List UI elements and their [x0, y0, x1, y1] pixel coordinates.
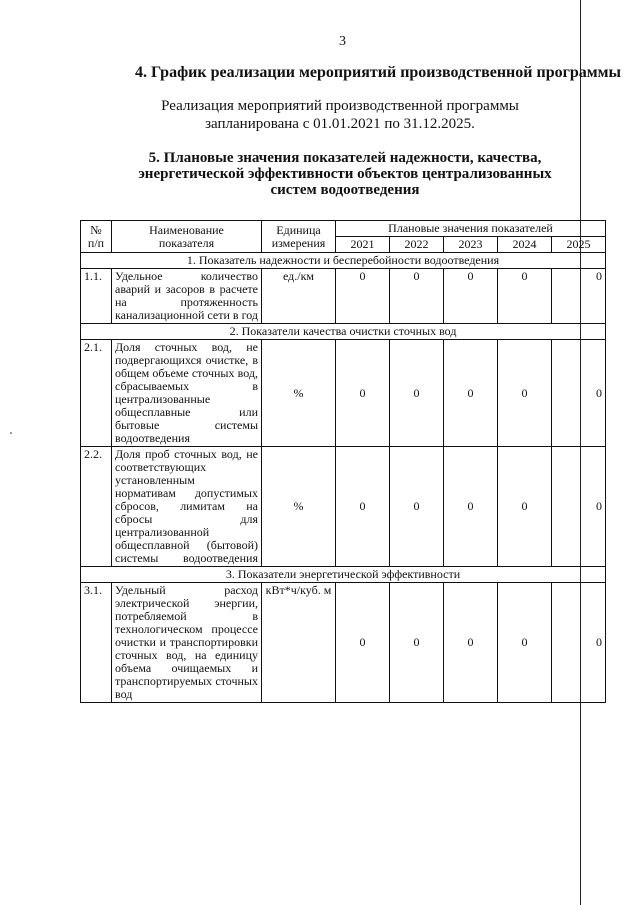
implementation-text-line-2: запланирована с 01.01.2021 по 31.12.2025.: [205, 116, 475, 132]
row-value: 0: [444, 340, 498, 447]
implementation-period-text: [0, 97, 640, 133]
row-number: 2.1.: [81, 340, 112, 447]
header-name-line-1: Наименование: [149, 222, 224, 237]
row-value: 0: [336, 583, 390, 703]
row-value: 0: [498, 269, 552, 324]
header-unit-line-1: Единица: [276, 222, 321, 237]
implementation-text-line-1: Реализация мероприятий производственной программы: [161, 98, 519, 114]
row-value: 0: [444, 447, 498, 567]
section-title: 2. Показатели качества очистки сточных вод: [81, 324, 606, 340]
row-value: 0: [390, 447, 444, 567]
header-number: [81, 221, 112, 253]
section-5-title-line-1: 5. Плановые значения показателей надежности, качества,: [148, 150, 542, 166]
section-row: [81, 253, 606, 269]
row-value: 0: [336, 447, 390, 567]
row-value: 0: [498, 583, 552, 703]
row-unit: кВт*ч/куб. м: [262, 583, 336, 703]
row-value: 0: [498, 340, 552, 447]
header-year: 2021: [336, 237, 390, 253]
table-row: [81, 340, 606, 447]
table-row: [81, 583, 606, 703]
page-number: 3: [339, 34, 346, 49]
header-number-line-2: п/п: [87, 235, 105, 250]
row-indicator-name: Доля проб сточных вод, не соответствующих установленным нормативам допустимых сбросов, лимитам на сбросы для централизованной общесплавной (бытовой) системы водоотведения: [112, 447, 262, 567]
row-value: 0: [552, 340, 606, 447]
row-unit: %: [262, 447, 336, 567]
row-unit: ед./км: [262, 269, 336, 324]
row-number: 2.2.: [81, 447, 112, 567]
header-year: 2022: [390, 237, 444, 253]
header-number-line-1: №: [90, 222, 102, 237]
header-name: [112, 221, 262, 253]
row-value: 0: [444, 583, 498, 703]
row-value: 0: [552, 269, 606, 324]
row-value: 0: [390, 583, 444, 703]
row-unit: %: [262, 340, 336, 447]
header-name-line-2: показателя: [158, 235, 215, 250]
section-row: [81, 324, 606, 340]
table-header-row: [81, 221, 606, 237]
row-value: 0: [390, 340, 444, 447]
section-4-title: 4. График реализации мероприятий производственной программы: [135, 64, 622, 81]
header-year: 2023: [444, 237, 498, 253]
row-value: 0: [336, 340, 390, 447]
section-5-title: [0, 150, 640, 198]
table-row: [81, 447, 606, 567]
row-indicator-name: Доля сточных вод, не подвергающихся очистке, в общем объеме сточных вод, сбрасываемых в централизованные общесплавные или бытовые системы водоотведения: [112, 340, 262, 447]
header-unit: [262, 221, 336, 253]
row-value: 0: [552, 583, 606, 703]
header-year: 2024: [498, 237, 552, 253]
header-year: 2025: [552, 237, 606, 253]
row-value: 0: [498, 447, 552, 567]
section-row: [81, 567, 606, 583]
row-indicator-name: Удельный расход электрической энергии, потребляемой в технологическом процессе очистки и транспортировки сточных вод, на единицу объема очищаемых и транспортируемых сточных вод: [112, 583, 262, 703]
header-planned-values: Плановые значения показателей: [336, 221, 606, 237]
section-5-title-line-2: энергетической эффективности объектов централизованных: [138, 166, 552, 182]
row-indicator-name: Удельное количество аварий и засоров в расчете на протяженность канализационной сети в год: [112, 269, 262, 324]
row-number: 1.1.: [81, 269, 112, 324]
section-title: 1. Показатель надежности и бесперебойности водоотведения: [81, 253, 606, 269]
row-value: 0: [390, 269, 444, 324]
scan-artifact: [10, 432, 12, 434]
row-number: 3.1.: [81, 583, 112, 703]
section-5-title-line-3: систем водоотведения: [270, 182, 420, 198]
row-value: 0: [444, 269, 498, 324]
header-unit-line-2: измерения: [271, 235, 326, 250]
row-value: 0: [336, 269, 390, 324]
table-row: [81, 269, 606, 324]
section-title: 3. Показатели энергетической эффективности: [81, 567, 606, 583]
row-value: 0: [552, 447, 606, 567]
indicators-table: [80, 220, 606, 703]
